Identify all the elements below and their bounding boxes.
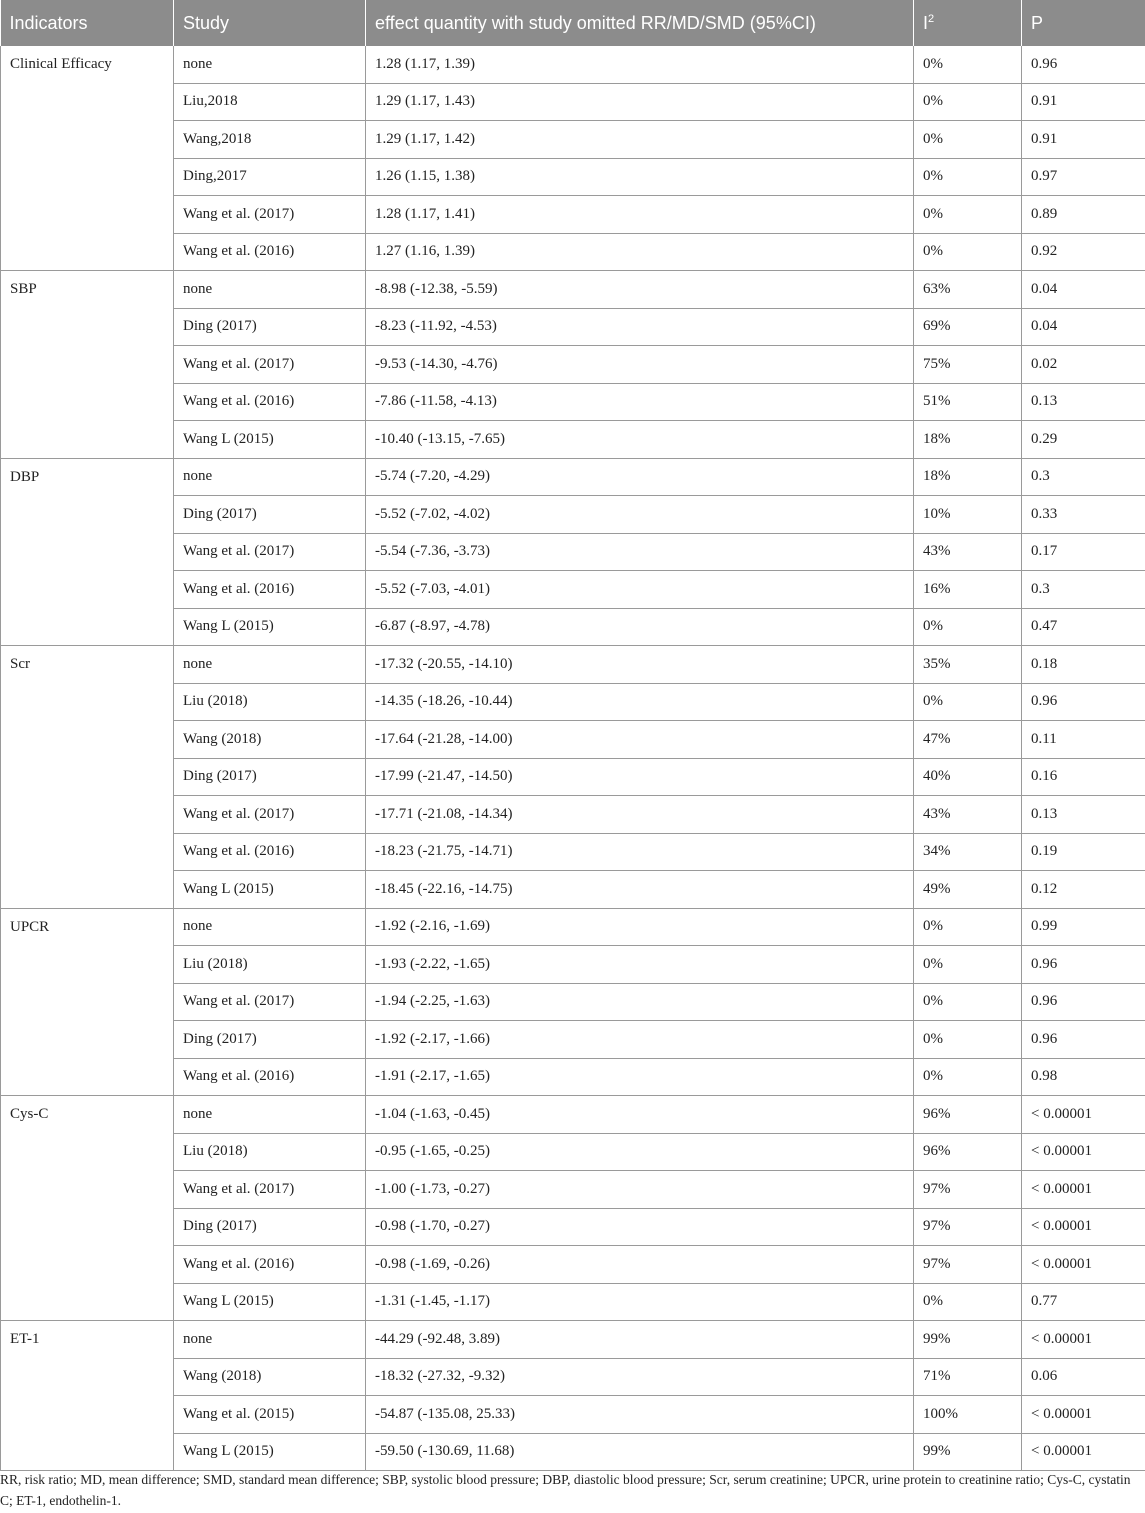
i-squared-cell: 63% — [914, 271, 1022, 309]
p-value-cell: 0.3 — [1022, 458, 1145, 496]
indicator-cell: Scr — [1, 646, 174, 909]
effect-quantity-cell: 1.27 (1.16, 1.39) — [366, 233, 914, 271]
table-row — [1, 908, 1145, 946]
table-footnote: RR, risk ratio; MD, mean difference; SMD, standard mean difference; SBP, systolic blood pressure; DBP, diastolic blood pressure; Scr, serum creatinine; UPCR, urine protein to creatinine ratio; Cys-C, cystatin C; ET-1, endothelin-1. — [0, 1472, 1131, 1508]
i-squared-cell: 0% — [914, 196, 1022, 234]
study-cell: Wang et al. (2016) — [174, 833, 366, 871]
effect-quantity-cell: -5.52 (-7.02, -4.02) — [366, 496, 914, 534]
p-value-cell: 0.18 — [1022, 646, 1145, 684]
p-value-cell: 0.92 — [1022, 233, 1145, 271]
p-value-cell: 0.91 — [1022, 83, 1145, 121]
i-squared-cell: 43% — [914, 533, 1022, 571]
i-squared-cell: 0% — [914, 983, 1022, 1021]
p-value-cell: 0.96 — [1022, 983, 1145, 1021]
effect-quantity-cell: -1.00 (-1.73, -0.27) — [366, 1171, 914, 1209]
i-squared-cell: 49% — [914, 871, 1022, 909]
i-squared-cell: 0% — [914, 683, 1022, 721]
study-cell: Ding (2017) — [174, 308, 366, 346]
i-squared-cell: 71% — [914, 1358, 1022, 1396]
p-value-cell: 0.89 — [1022, 196, 1145, 234]
p-value-cell: 0.11 — [1022, 721, 1145, 759]
study-cell: Wang et al. (2015) — [174, 1396, 366, 1434]
study-cell: none — [174, 271, 366, 309]
header-effect-quantity: effect quantity with study omitted RR/MD/SMD (95%CI) — [366, 0, 914, 46]
study-cell: Liu (2018) — [174, 1133, 366, 1171]
p-value-cell: < 0.00001 — [1022, 1246, 1145, 1284]
study-cell: Wang et al. (2017) — [174, 983, 366, 1021]
study-cell: Wang (2018) — [174, 1358, 366, 1396]
header-study: Study — [174, 0, 366, 46]
p-value-cell: 0.99 — [1022, 908, 1145, 946]
i-squared-cell: 97% — [914, 1171, 1022, 1209]
p-value-cell: 0.97 — [1022, 158, 1145, 196]
effect-quantity-cell: -17.71 (-21.08, -14.34) — [366, 796, 914, 834]
study-cell: Wang et al. (2017) — [174, 533, 366, 571]
i-squared-cell: 10% — [914, 496, 1022, 534]
study-cell: Ding (2017) — [174, 1021, 366, 1059]
i-squared-cell: 96% — [914, 1096, 1022, 1134]
i-squared-cell: 0% — [914, 1058, 1022, 1096]
effect-quantity-cell: -1.93 (-2.22, -1.65) — [366, 946, 914, 984]
study-cell: Liu,2018 — [174, 83, 366, 121]
effect-quantity-cell: 1.26 (1.15, 1.38) — [366, 158, 914, 196]
effect-quantity-cell: -5.54 (-7.36, -3.73) — [366, 533, 914, 571]
effect-quantity-cell: -17.64 (-21.28, -14.00) — [366, 721, 914, 759]
p-value-cell: 0.98 — [1022, 1058, 1145, 1096]
study-cell: Wang et al. (2016) — [174, 233, 366, 271]
i-squared-cell: 16% — [914, 571, 1022, 609]
study-cell: none — [174, 458, 366, 496]
i-squared-cell: 0% — [914, 158, 1022, 196]
study-cell: Wang et al. (2016) — [174, 383, 366, 421]
study-cell: Ding (2017) — [174, 496, 366, 534]
p-value-cell: < 0.00001 — [1022, 1133, 1145, 1171]
effect-quantity-cell: -18.23 (-21.75, -14.71) — [366, 833, 914, 871]
table-header — [1, 0, 1145, 46]
effect-quantity-cell: -7.86 (-11.58, -4.13) — [366, 383, 914, 421]
header-indicators: Indicators — [1, 0, 174, 46]
i-squared-cell: 97% — [914, 1208, 1022, 1246]
p-value-cell: 0.16 — [1022, 758, 1145, 796]
study-cell: Wang (2018) — [174, 721, 366, 759]
effect-quantity-cell: -1.92 (-2.16, -1.69) — [366, 908, 914, 946]
p-value-cell: 0.3 — [1022, 571, 1145, 609]
study-cell: Wang,2018 — [174, 121, 366, 159]
effect-quantity-cell: -44.29 (-92.48, 3.89) — [366, 1321, 914, 1359]
study-cell: Wang et al. (2017) — [174, 196, 366, 234]
study-cell: Ding,2017 — [174, 158, 366, 196]
p-value-cell: 0.17 — [1022, 533, 1145, 571]
study-cell: Wang et al. (2017) — [174, 796, 366, 834]
p-value-cell: 0.96 — [1022, 946, 1145, 984]
i-squared-cell: 75% — [914, 346, 1022, 384]
p-value-cell: 0.06 — [1022, 1358, 1145, 1396]
header-i-superscript: 2 — [928, 12, 935, 25]
indicator-cell: Clinical Efficacy — [1, 46, 174, 271]
effect-quantity-cell: -5.52 (-7.03, -4.01) — [366, 571, 914, 609]
study-cell: Ding (2017) — [174, 1208, 366, 1246]
i-squared-cell: 0% — [914, 83, 1022, 121]
i-squared-cell: 0% — [914, 121, 1022, 159]
effect-quantity-cell: 1.29 (1.17, 1.42) — [366, 121, 914, 159]
i-squared-cell: 0% — [914, 233, 1022, 271]
effect-quantity-cell: -0.95 (-1.65, -0.25) — [366, 1133, 914, 1171]
p-value-cell: < 0.00001 — [1022, 1171, 1145, 1209]
i-squared-cell: 47% — [914, 721, 1022, 759]
effect-quantity-cell: -17.32 (-20.55, -14.10) — [366, 646, 914, 684]
table-row — [1, 458, 1145, 496]
study-cell: Wang et al. (2016) — [174, 571, 366, 609]
i-squared-cell: 99% — [914, 1321, 1022, 1359]
effect-quantity-cell: 1.28 (1.17, 1.41) — [366, 196, 914, 234]
i-squared-cell: 40% — [914, 758, 1022, 796]
study-cell: none — [174, 1321, 366, 1359]
study-cell: Wang L (2015) — [174, 1283, 366, 1321]
p-value-cell: 0.29 — [1022, 421, 1145, 459]
i-squared-cell: 0% — [914, 608, 1022, 646]
i-squared-cell: 100% — [914, 1396, 1022, 1434]
effect-quantity-cell: -54.87 (-135.08, 25.33) — [366, 1396, 914, 1434]
study-cell: Wang L (2015) — [174, 1433, 366, 1471]
effect-quantity-cell: -1.04 (-1.63, -0.45) — [366, 1096, 914, 1134]
effect-quantity-cell: -1.94 (-2.25, -1.63) — [366, 983, 914, 1021]
p-value-cell: < 0.00001 — [1022, 1321, 1145, 1359]
effect-quantity-cell: -0.98 (-1.70, -0.27) — [366, 1208, 914, 1246]
i-squared-cell: 69% — [914, 308, 1022, 346]
study-cell: Wang et al. (2017) — [174, 1171, 366, 1209]
p-value-cell: 0.47 — [1022, 608, 1145, 646]
effect-quantity-cell: -9.53 (-14.30, -4.76) — [366, 346, 914, 384]
i-squared-cell: 18% — [914, 458, 1022, 496]
i-squared-cell: 0% — [914, 1021, 1022, 1059]
effect-quantity-cell: -59.50 (-130.69, 11.68) — [366, 1433, 914, 1471]
header-p: P — [1022, 0, 1145, 46]
i-squared-cell: 99% — [914, 1433, 1022, 1471]
study-cell: Wang et al. (2016) — [174, 1246, 366, 1284]
indicator-cell: DBP — [1, 458, 174, 646]
p-value-cell: 0.91 — [1022, 121, 1145, 159]
study-cell: Wang et al. (2017) — [174, 346, 366, 384]
i-squared-cell: 97% — [914, 1246, 1022, 1284]
study-cell: Ding (2017) — [174, 758, 366, 796]
indicator-cell: UPCR — [1, 908, 174, 1096]
effect-quantity-cell: 1.28 (1.17, 1.39) — [366, 46, 914, 83]
p-value-cell: 0.04 — [1022, 271, 1145, 309]
i-squared-cell: 96% — [914, 1133, 1022, 1171]
study-cell: none — [174, 46, 366, 83]
study-cell: Wang L (2015) — [174, 421, 366, 459]
i-squared-cell: 34% — [914, 833, 1022, 871]
p-value-cell: < 0.00001 — [1022, 1208, 1145, 1246]
indicator-cell: ET-1 — [1, 1321, 174, 1471]
i-squared-cell: 0% — [914, 1283, 1022, 1321]
p-value-cell: 0.12 — [1022, 871, 1145, 909]
table-row — [1, 1096, 1145, 1134]
effect-quantity-cell: -18.32 (-27.32, -9.32) — [366, 1358, 914, 1396]
study-cell: Wang L (2015) — [174, 871, 366, 909]
p-value-cell: 0.33 — [1022, 496, 1145, 534]
p-value-cell: < 0.00001 — [1022, 1096, 1145, 1134]
effect-quantity-cell: -1.92 (-2.17, -1.66) — [366, 1021, 914, 1059]
i-squared-cell: 0% — [914, 46, 1022, 83]
indicator-cell: SBP — [1, 271, 174, 459]
effect-quantity-cell: -10.40 (-13.15, -7.65) — [366, 421, 914, 459]
i-squared-cell: 35% — [914, 646, 1022, 684]
study-cell: Wang L (2015) — [174, 608, 366, 646]
effect-quantity-cell: -18.45 (-22.16, -14.75) — [366, 871, 914, 909]
p-value-cell: 0.77 — [1022, 1283, 1145, 1321]
effect-quantity-cell: 1.29 (1.17, 1.43) — [366, 83, 914, 121]
table-body — [1, 46, 1145, 1471]
p-value-cell: 0.96 — [1022, 1021, 1145, 1059]
effect-quantity-cell: -0.98 (-1.69, -0.26) — [366, 1246, 914, 1284]
study-cell: none — [174, 1096, 366, 1134]
header-row — [1, 0, 1145, 46]
study-cell: Liu (2018) — [174, 946, 366, 984]
effect-quantity-cell: -8.98 (-12.38, -5.59) — [366, 271, 914, 309]
i-squared-cell: 18% — [914, 421, 1022, 459]
header-i-squared — [914, 0, 1022, 46]
p-value-cell: 0.04 — [1022, 308, 1145, 346]
effect-quantity-cell: -6.87 (-8.97, -4.78) — [366, 608, 914, 646]
i-squared-cell: 0% — [914, 908, 1022, 946]
effect-quantity-cell: -1.31 (-1.45, -1.17) — [366, 1283, 914, 1321]
study-cell: none — [174, 908, 366, 946]
effect-quantity-cell: -17.99 (-21.47, -14.50) — [366, 758, 914, 796]
study-cell: Wang et al. (2016) — [174, 1058, 366, 1096]
header-i-label: I — [923, 12, 929, 33]
p-value-cell: < 0.00001 — [1022, 1396, 1145, 1434]
indicator-cell: Cys-C — [1, 1096, 174, 1321]
table-row — [1, 646, 1145, 684]
table-row — [1, 271, 1145, 309]
p-value-cell: < 0.00001 — [1022, 1433, 1145, 1471]
effect-quantity-cell: -1.91 (-2.17, -1.65) — [366, 1058, 914, 1096]
p-value-cell: 0.02 — [1022, 346, 1145, 384]
effect-quantity-cell: -5.74 (-7.20, -4.29) — [366, 458, 914, 496]
p-value-cell: 0.13 — [1022, 383, 1145, 421]
i-squared-cell: 0% — [914, 946, 1022, 984]
i-squared-cell: 51% — [914, 383, 1022, 421]
p-value-cell: 0.13 — [1022, 796, 1145, 834]
table-row — [1, 1321, 1145, 1359]
i-squared-cell: 43% — [914, 796, 1022, 834]
study-cell: Liu (2018) — [174, 683, 366, 721]
table-row — [1, 46, 1145, 83]
p-value-cell: 0.96 — [1022, 46, 1145, 83]
study-cell: none — [174, 646, 366, 684]
effect-quantity-cell: -8.23 (-11.92, -4.53) — [366, 308, 914, 346]
p-value-cell: 0.96 — [1022, 683, 1145, 721]
p-value-cell: 0.19 — [1022, 833, 1145, 871]
effect-quantity-cell: -14.35 (-18.26, -10.44) — [366, 683, 914, 721]
